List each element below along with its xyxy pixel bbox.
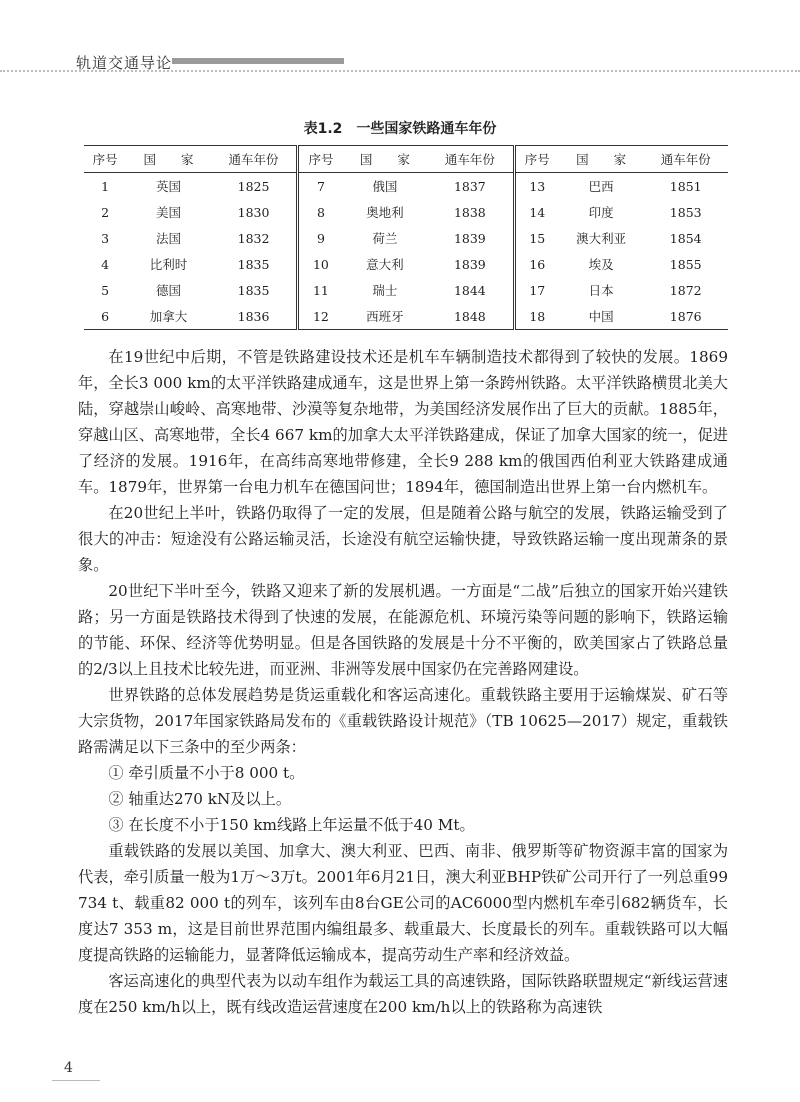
cell-country: 澳大利亚: [576, 231, 627, 246]
paragraph: 世界铁路的总体发展趋势是货运重载化和客运高速化。重载铁路主要用于运输煤炭、矿石等大宗货物，2017年国家铁路局发布的《重载铁路设计规范》（TB 10625—2017）规定，重载铁路需满足以下三条中的至少两条：: [78, 686, 728, 756]
cell-year: 1835: [211, 277, 298, 303]
cell-no: 16: [529, 256, 546, 272]
cell-year: 1830: [211, 199, 298, 225]
railway-opening-years-table: [84, 145, 728, 330]
cell-country: 巴西: [588, 179, 614, 194]
cell-no: 10: [312, 256, 329, 272]
col-header-country: 国 家: [359, 152, 410, 167]
col-header-year: 通车年份: [211, 146, 298, 173]
cell-no: 18: [529, 308, 546, 324]
cell-country: 德国: [156, 283, 182, 298]
cell-country: 俄国: [372, 179, 398, 194]
body-text: [78, 344, 728, 1020]
cell-country: 英国: [156, 179, 182, 194]
cell-country: 埃及: [588, 257, 614, 272]
cell-country: 西班牙: [366, 309, 404, 324]
col-header-year: 通车年份: [660, 152, 711, 167]
page-number: 4: [64, 1060, 73, 1076]
header-dotted-rule: [0, 70, 800, 72]
cell-no: 3: [101, 230, 110, 246]
cell-year: 1872: [669, 282, 702, 298]
col-header-no: 序号: [308, 152, 334, 167]
running-header: 轨道交通导论: [76, 54, 173, 72]
cell-no: 5: [101, 282, 110, 298]
cell-year: 1848: [427, 303, 514, 330]
cell-year: 1851: [669, 178, 702, 194]
cell-no: 11: [312, 282, 329, 298]
cell-no: 6: [101, 308, 110, 324]
cell-no: 2: [101, 204, 110, 220]
cell-year: 1839: [427, 251, 514, 277]
col-header-no: 序号: [524, 152, 550, 167]
col-header-country: 国 家: [576, 152, 627, 167]
cell-country: 奥地利: [366, 205, 404, 220]
cell-country: 印度: [588, 205, 614, 220]
cell-no: 13: [529, 178, 546, 194]
cell-year: 1876: [669, 308, 702, 324]
table-header-row: [84, 146, 728, 173]
paragraph: 20世纪下半叶至今，铁路又迎来了新的发展机遇。一方面是“二战”后独立的国家开始兴建铁路；另一方面是铁路技术得到了快速的发展，在能源危机、环境污染等问题的影响下，铁路运输的节能、环保、经济等优势明显。但是各国铁路的发展是十分不平衡的，欧美国家占了铁路总量的2/3以上且技术比较先进，而亚洲、非洲等发展中国家仍在完善路网建设。: [78, 582, 728, 678]
cell-no: 4: [101, 256, 110, 272]
cell-year: 1853: [669, 204, 702, 220]
header-decoration-bar: [172, 58, 344, 64]
table-row: [84, 277, 728, 303]
paragraph: 重载铁路的发展以美国、加拿大、澳大利亚、巴西、南非、俄罗斯等矿物资源丰富的国家为代表，牵引质量一般为1万～3万t。2001年6月21日，澳大利亚BHP铁矿公司开行了一列总重99 734 t、载重82 000 t的列车，该列车由8台GE公司的AC6000型内燃机车牵引682辆货车，长度达7 353 m，这是目前世界范围内编组最多、载重最大、长度最长的列车。重载铁路可以大幅度提高铁路的运输能力，显著降低运输成本，提高劳动生产率和经济效益。: [78, 842, 728, 964]
paragraph: 在20世纪上半叶，铁路仍取得了一定的发展，但是随着公路与航空的发展，铁路运输受到了很大的冲击：短途没有公路运输灵活，长途没有航空运输快捷，导致铁路运输一度出现萧条的景象。: [78, 504, 728, 574]
col-header-year: 通车年份: [427, 146, 514, 173]
cell-no: 7: [316, 178, 325, 194]
col-header-country: 国 家: [143, 152, 194, 167]
cell-year: 1825: [211, 173, 298, 200]
cell-year: 1844: [427, 277, 514, 303]
cell-year: 1838: [427, 199, 514, 225]
cell-country: 加拿大: [149, 309, 188, 324]
cell-year: 1854: [669, 230, 702, 246]
cell-no: 9: [316, 230, 325, 246]
list-item: ② 轴重达270 kN及以上。: [108, 790, 292, 808]
cell-no: 17: [529, 282, 546, 298]
cell-year: 1836: [211, 303, 298, 330]
cell-year: 1832: [211, 225, 298, 251]
table-row: [84, 251, 728, 277]
cell-country: 美国: [156, 205, 182, 220]
cell-year: 1835: [211, 251, 298, 277]
table-row: [84, 303, 728, 330]
paragraph: 在19世纪中后期，不管是铁路建设技术还是机车车辆制造技术都得到了较快的发展。1869年，全长3 000 km的太平洋铁路建成通车，这是世界上第一条跨州铁路。太平洋铁路横贯北美大陆，穿越崇山峻岭、高寒地带、沙漠等复杂地带，为美国经济发展作出了巨大的贡献。1885年，穿越山区、高寒地带，全长4 667 km的加拿大太平洋铁路建成，保证了加拿大国家的统一，促进了经济的发展。1916年，在高纬高寒地带修建，全长9 288 km的俄国西伯利亚大铁路建成通车。1879年，世界第一台电力机车在德国问世；1894年，德国制造出世界上第一台内燃机车。: [78, 348, 728, 496]
cell-year: 1837: [427, 173, 514, 200]
table-caption: 表1.2 一些国家铁路通车年份: [303, 121, 497, 137]
cell-no: 1: [101, 178, 110, 194]
cell-country: 中国: [588, 309, 614, 324]
footer-rule: [52, 1080, 100, 1081]
table-row: [84, 173, 728, 200]
cell-country: 法国: [156, 231, 182, 246]
cell-year: 1839: [427, 225, 514, 251]
table-row: [84, 199, 728, 225]
cell-country: 日本: [588, 283, 614, 298]
list-item: ③ 在长度不小于150 km线路上年运量不低于40 Mt。: [108, 816, 475, 834]
cell-no: 12: [312, 308, 329, 324]
col-header-no: 序号: [92, 152, 118, 167]
cell-country: 荷兰: [372, 231, 398, 246]
cell-no: 15: [529, 230, 546, 246]
cell-no: 14: [529, 204, 546, 220]
cell-no: 8: [316, 204, 325, 220]
table-row: [84, 225, 728, 251]
paragraph: 客运高速化的典型代表为以动车组作为载运工具的高速铁路，国际铁路联盟规定“新线运营速度在250 km/h以上，既有线改造运营速度在200 km/h以上的铁路称为高速铁: [78, 972, 728, 1016]
cell-year: 1855: [669, 256, 702, 272]
list-item: ① 牵引质量不小于8 000 t。: [108, 764, 305, 782]
cell-country: 意大利: [366, 257, 404, 272]
cell-country: 瑞士: [372, 283, 398, 298]
cell-country: 比利时: [149, 257, 188, 272]
